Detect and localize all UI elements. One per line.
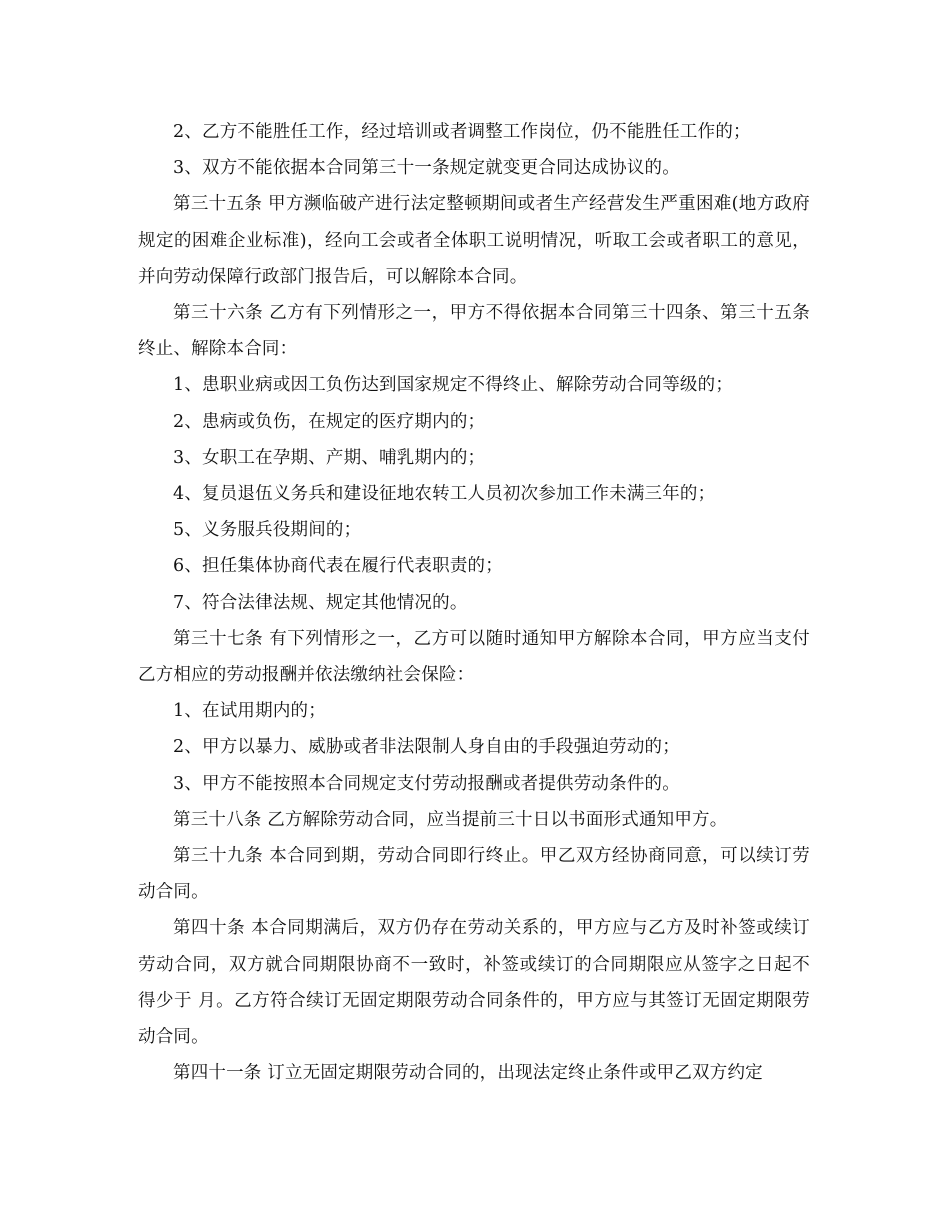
paragraph: 第四十一条 订立无固定期限劳动合同的，出现法定终止条件或甲乙双方约定	[173, 1063, 763, 1084]
document-body	[138, 114, 810, 1091]
paragraph: 第三十六条 乙方有下列情形之一，甲方不得依据本合同第三十四条、第三十五条终止、解除本合同：	[138, 303, 810, 360]
paragraph: 1、在试用期内的；	[173, 701, 326, 722]
paragraph: 4、复员退伍义务兵和建设征地农转工人员初次参加工作未满三年的；	[173, 484, 716, 505]
paragraph: 3、甲方不能按照本合同规定支付劳动报酬或者提供劳动条件的。	[173, 773, 680, 794]
paragraph: 第三十八条 乙方解除劳动合同，应当提前三十日以书面形式通知甲方。	[173, 809, 728, 830]
paragraph: 1、患职业病或因工负伤达到国家规定不得终止、解除劳动合同等级的；	[173, 375, 734, 396]
paragraph: 2、乙方不能胜任工作，经过培训或者调整工作岗位，仍不能胜任工作的；	[173, 122, 751, 142]
paragraph: 2、甲方以暴力、威胁或者非法限制人身自由的手段强迫劳动的；	[173, 737, 680, 758]
paragraph: 5、义务服兵役期间的；	[173, 520, 362, 541]
paragraph: 第三十七条 有下列情形之一，乙方可以随时通知甲方解除本合同，甲方应当支付乙方相应的劳动报酬并依法缴纳社会保险：	[138, 628, 810, 686]
paragraph: 6、担任集体协商代表在履行代表职责的；	[173, 556, 503, 577]
paragraph: 7、符合法律法规、规定其他情况的。	[173, 592, 468, 613]
paragraph: 第三十九条 本合同到期，劳动合同即行终止。甲乙双方经协商同意，可以续订劳动合同。	[138, 846, 810, 903]
paragraph: 3、双方不能依据本合同第三十一条规定就变更合同达成协议的。	[173, 158, 680, 179]
paragraph: 3、女职工在孕期、产期、哺乳期内的；	[173, 447, 486, 468]
paragraph: 第四十条 本合同期满后，双方仍存在劳动关系的，甲方应与乙方及时补签或续订劳动合同，双方就合同期限协商不一致时，补签或续订的合同期限应从签字之日起不得少于 月。乙方符合续订无固定期限劳动合同条件的，甲方应与其签订无固定期限劳动合同。	[138, 918, 810, 1048]
paragraph: 第三十五条 甲方濒临破产进行法定整顿期间或者生产经营发生严重困难(地方政府规定的困难企业标准)，经向工会或者全体职工说明情况，听取工会或者职工的意见，并向劳动保障行政部门报告后，可以解除本合同。	[138, 194, 810, 287]
paragraph: 2、患病或负伤，在规定的医疗期内的；	[173, 411, 486, 432]
